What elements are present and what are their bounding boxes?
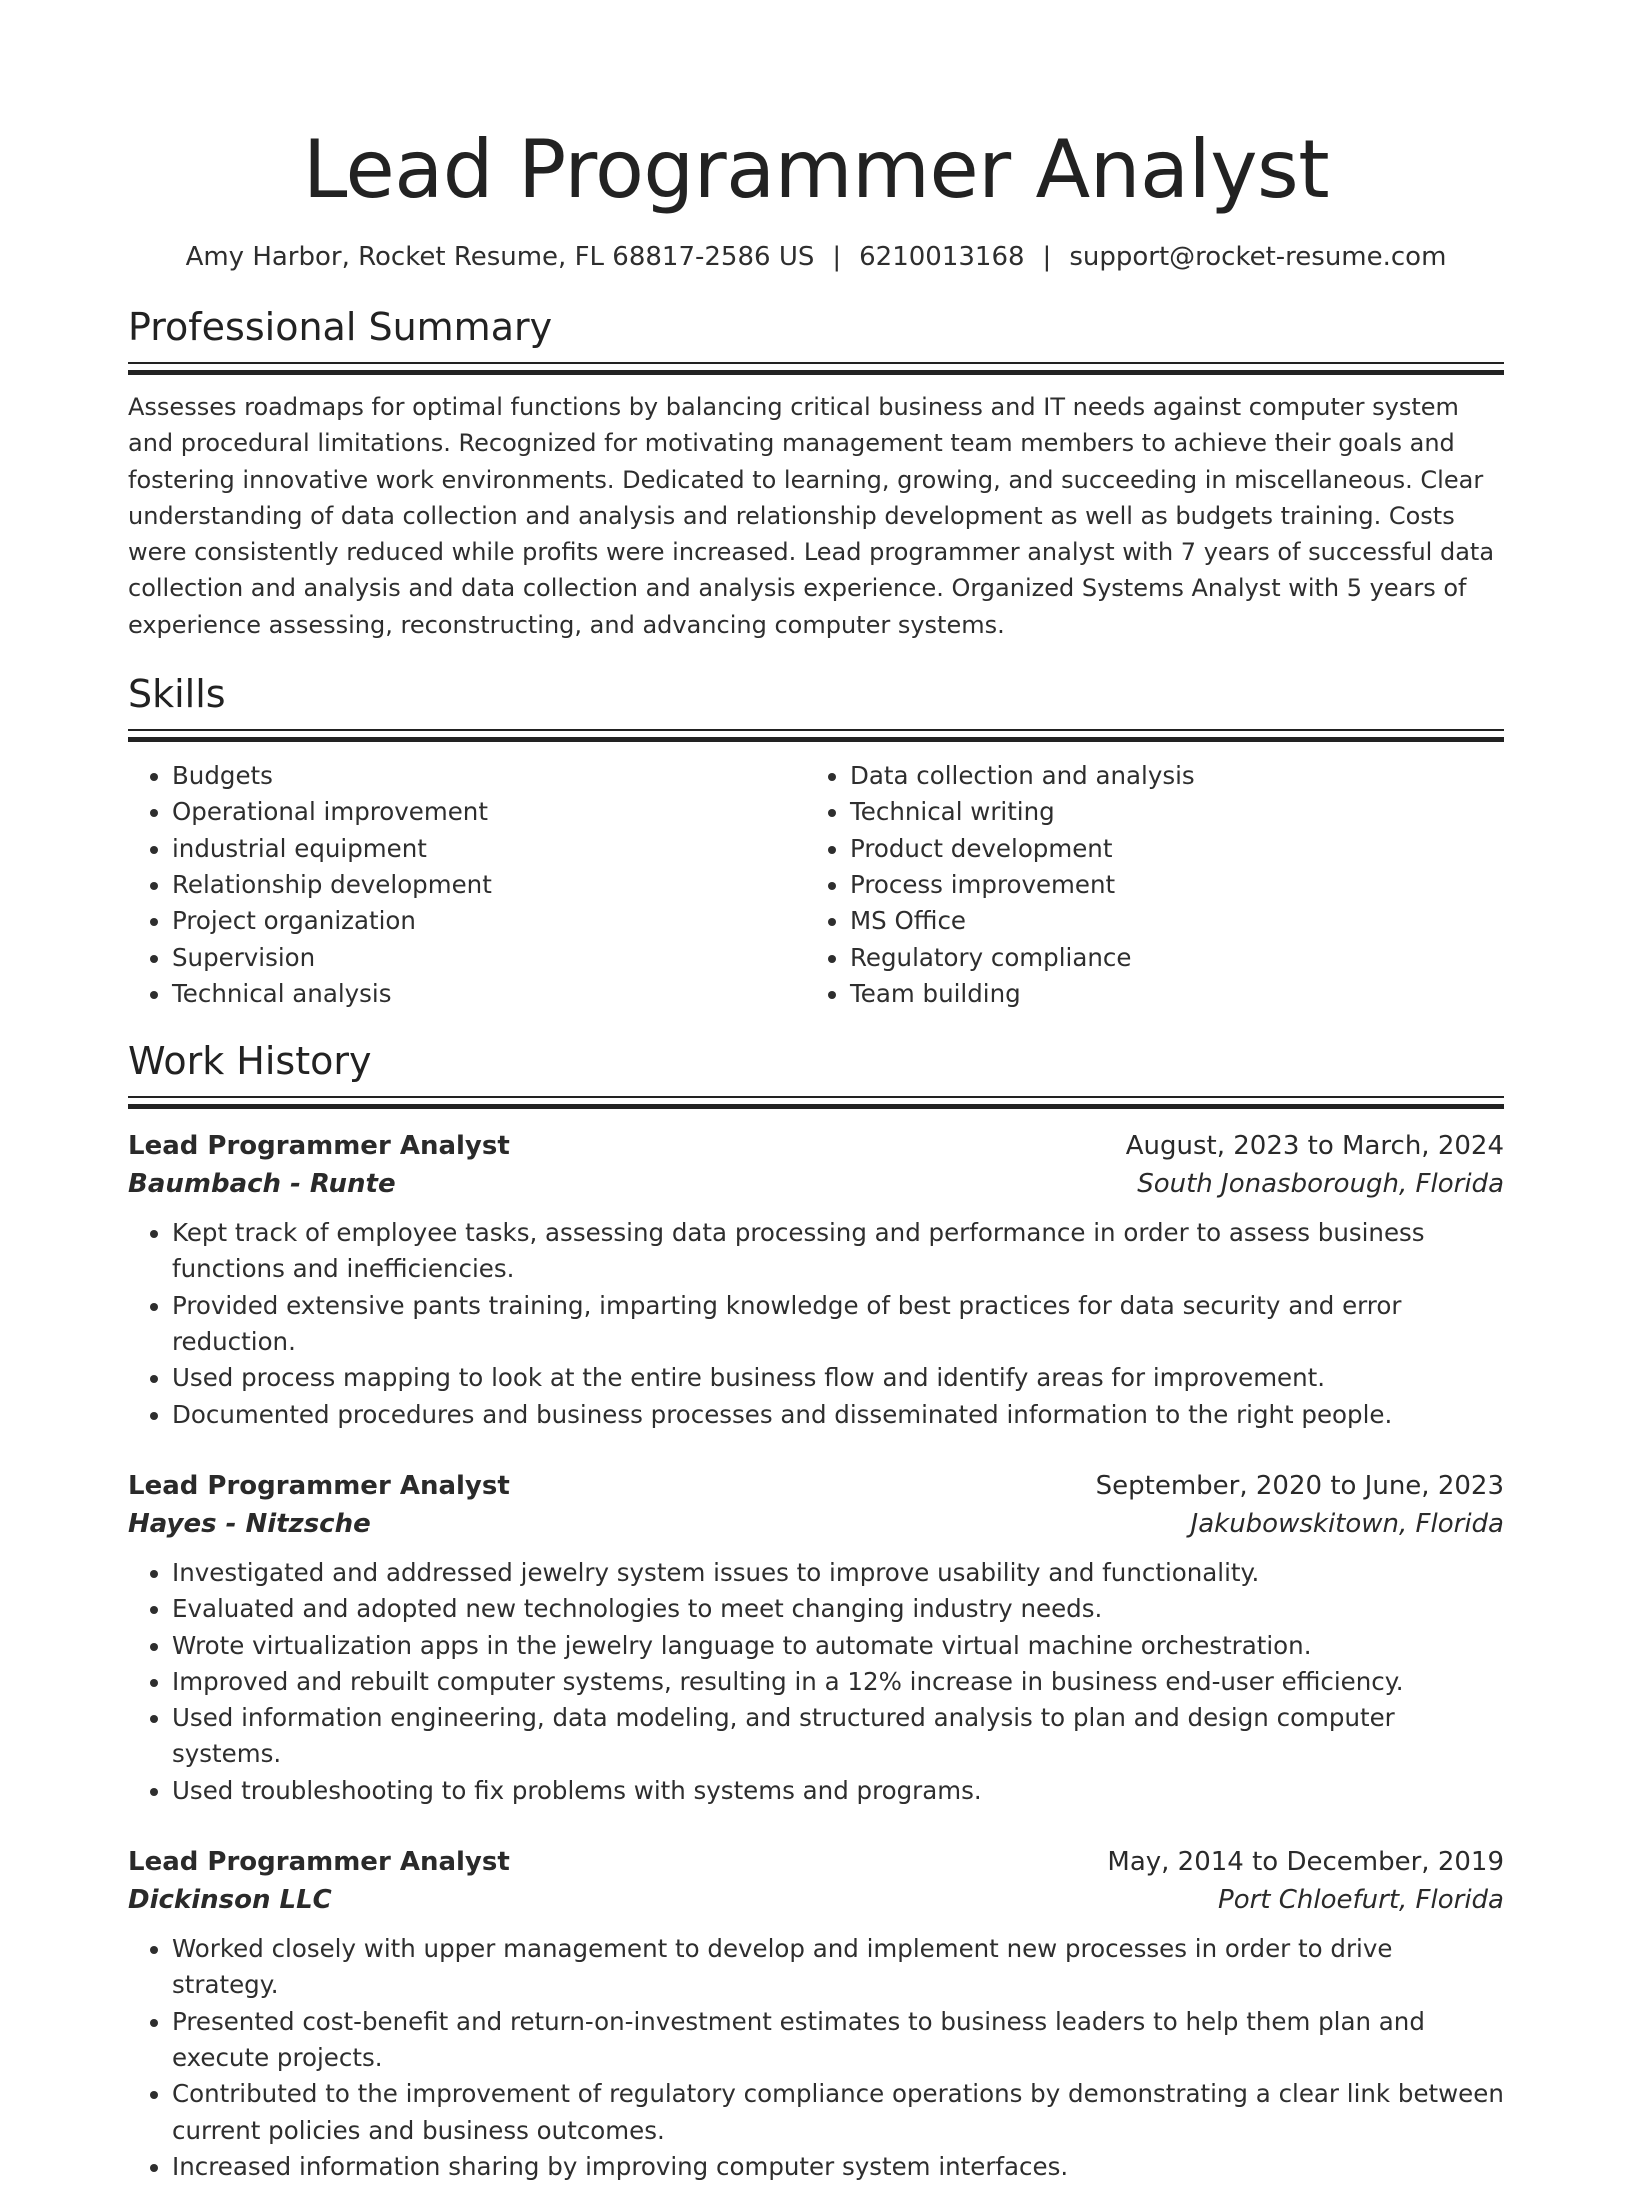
summary-section [128,304,1504,643]
skills-grid [128,758,1504,1012]
job-bullet: • Worked closely with upper management to develop and implement new processes in order to drive strategy. [172,1931,1504,2004]
job-dates: September, 2020 to June, 2023 [1095,1470,1504,1501]
section-divider [128,729,1504,742]
job-bullet: • Evaluated and adopted new technologies to meet changing industry needs. [172,1591,1504,1627]
contact-separator: | [1042,242,1052,272]
job-company-row [128,1505,1504,1543]
job-company-row [128,1165,1504,1203]
contact-address: Amy Harbor, Rocket Resume, FL 68817-2586 US [185,242,815,272]
job-location: Port Chloefurt, Florida [1218,1885,1504,1916]
job-dates: May, 2014 to December, 2019 [1107,1847,1504,1878]
contact-separator: | [832,242,842,272]
skills-list-right [806,758,1484,1012]
skills-section [128,671,1504,1012]
job-company: Hayes - Nitzsche [128,1508,371,1539]
job-bullet: • Improved and rebuilt computer systems, resulting in a 12% increase in business end-user efficiency. [172,1664,1504,1700]
skill-item: • Process improvement [850,867,1484,903]
job-title: Lead Programmer Analyst [128,1847,510,1878]
summary-heading: Professional Summary [128,305,553,349]
contact-line [128,240,1504,274]
job-company-row [128,1881,1504,1919]
skill-item: • Budgets [172,758,806,794]
skills-list-left [128,758,806,1012]
job-bullet: • Presented cost-benefit and return-on-investment estimates to business leaders to help them plan and execute projects. [172,2004,1504,2077]
work-history-heading: Work History [128,1039,372,1084]
job-bullets [128,1931,1504,2185]
skill-item: • Project organization [172,903,806,939]
skill-item: • industrial equipment [172,831,806,867]
job-dates: August, 2023 to March, 2024 [1125,1131,1504,1162]
skill-item: • Data collection and analysis [850,758,1484,794]
resume-title: Lead Programmer Analyst [302,123,1330,216]
resume-page [128,0,1504,2185]
job-bullet: • Wrote virtualization apps in the jewelry language to automate virtual machine orchestration. [172,1628,1504,1664]
job-company: Dickinson LLC [128,1885,332,1916]
skill-item: • Regulatory compliance [850,940,1484,976]
skill-item: • MS Office [850,903,1484,939]
job-header-row [128,1467,1504,1505]
section-divider [128,1096,1504,1109]
job-entry [128,1467,1504,1809]
section-divider [128,362,1504,375]
skill-item: • Team building [850,976,1484,1012]
job-bullet: • Investigated and addressed jewelry system issues to improve usability and functionality. [172,1555,1504,1591]
job-bullets [128,1215,1504,1433]
job-header-row [128,1843,1504,1881]
job-bullet: • Increased information sharing by improving computer system interfaces. [172,2149,1504,2185]
skill-item: • Operational improvement [172,794,806,830]
job-bullets [128,1555,1504,1809]
job-bullet: • Used troubleshooting to fix problems with systems and programs. [172,1773,1504,1809]
skill-item: • Technical analysis [172,976,806,1012]
job-location: Jakubowskitown, Florida [1190,1508,1504,1539]
skill-item: • Technical writing [850,794,1484,830]
work-history-section [128,1038,1504,2185]
job-bullet: • Documented procedures and business processes and disseminated information to the right people. [172,1397,1504,1433]
skill-item: • Product development [850,831,1484,867]
skills-heading: Skills [128,672,226,717]
contact-phone: 6210013168 [859,242,1025,272]
job-entry [128,1127,1504,1433]
job-title: Lead Programmer Analyst [128,1131,510,1162]
job-company: Baumbach - Runte [128,1169,396,1200]
job-location: South Jonasborough, Florida [1137,1169,1504,1200]
job-entry [128,1843,1504,2185]
job-header-row [128,1127,1504,1165]
contact-email: support@rocket-resume.com [1069,242,1447,272]
job-bullet: • Contributed to the improvement of regulatory compliance operations by demonstrating a clear link between current policies and business outcomes. [172,2076,1504,2149]
job-bullet: • Used process mapping to look at the entire business flow and identify areas for improvement. [172,1360,1504,1396]
skill-item: • Relationship development [172,867,806,903]
skill-item: • Supervision [172,940,806,976]
job-bullet: • Used information engineering, data modeling, and structured analysis to plan and design computer systems. [172,1700,1504,1773]
job-bullet: • Kept track of employee tasks, assessing data processing and performance in order to assess business functions and inefficiencies. [172,1215,1504,1288]
job-title: Lead Programmer Analyst [128,1470,510,1501]
job-bullet: • Provided extensive pants training, imparting knowledge of best practices for data security and error reduction. [172,1288,1504,1361]
summary-text: Assesses roadmaps for optimal functions by balancing critical business and IT needs against computer system and procedural limitations. Recognized for motivating management team members to achieve their goals and fostering innovative work environments. Dedicated to learning, growing, and succeeding in miscellaneous. Clear understanding of data collection and analysis and relationship development as well as budgets training. Costs were consistently reduced while profits were increased. Lead programmer analyst with 7 years of successful data collection and analysis and data collection and analysis experience. Organized Systems Analyst with 5 years of experience assessing, reconstructing, and advancing computer systems. [128,393,1495,639]
